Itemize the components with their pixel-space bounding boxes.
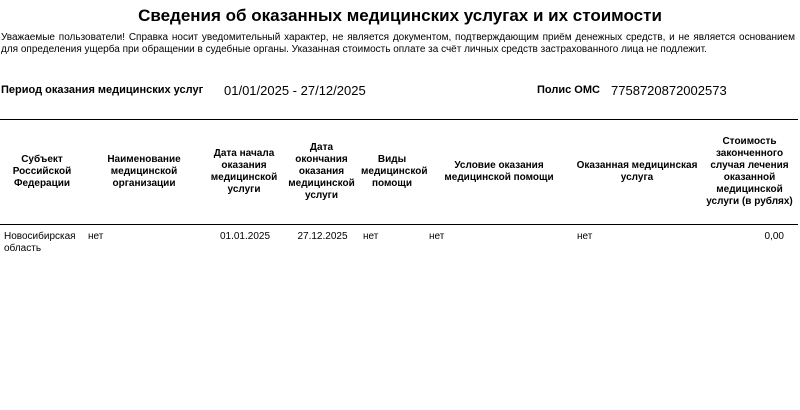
- page-title: Сведения об оказанных медицинских услугах и их стоимости: [138, 6, 662, 25]
- table-header-row: [0, 120, 798, 225]
- period-label: Период оказания медицинских услуг: [1, 84, 204, 96]
- period-value: 01/01/2025 - 27/12/2025: [224, 83, 366, 98]
- table-row: [0, 225, 798, 256]
- header-service: Оказанная медицинская услуга: [573, 120, 701, 225]
- cell-care-condition: нет: [429, 231, 445, 242]
- cell-end-date: 27.12.2025: [297, 231, 348, 242]
- cell-start-date: 01.01.2025: [219, 231, 271, 242]
- header-cost: Стоимость законченного случая лечения оказанной медицинской услуги (в рублях): [701, 120, 798, 225]
- header-organization: Наименование медицинской организации: [84, 120, 204, 225]
- cell-service: нет: [577, 231, 593, 242]
- header-care-type: Виды медицинской помощи: [359, 120, 425, 225]
- policy-label: Полис ОМС: [537, 84, 600, 96]
- services-table: [0, 119, 798, 255]
- policy-number: 7758720872002573: [611, 83, 727, 98]
- cell-cost: 0,00: [764, 231, 784, 242]
- cell-organization: нет: [88, 231, 104, 242]
- cell-care-type: нет: [363, 231, 379, 242]
- header-care-condition: Условие оказания медицинской помощи: [425, 120, 573, 225]
- header-region: Субъект Российской Федерации: [0, 120, 84, 225]
- header-start-date: Дата начала оказания медицинской услуги: [204, 120, 284, 225]
- cell-region: Новосибирская область: [4, 231, 76, 254]
- header-end-date: Дата окончания оказания медицинской услуги: [284, 120, 359, 225]
- disclaimer-notice: Уважаемые пользователи! Справка носит уведомительный характер, не является документом, подтверждающим приём денежных средств, и не является основанием для определения ущерба при обращении в судебные органы. Указанная стоимость оплате за счёт личных средств застрахованного лица не подлежит.: [1, 32, 795, 55]
